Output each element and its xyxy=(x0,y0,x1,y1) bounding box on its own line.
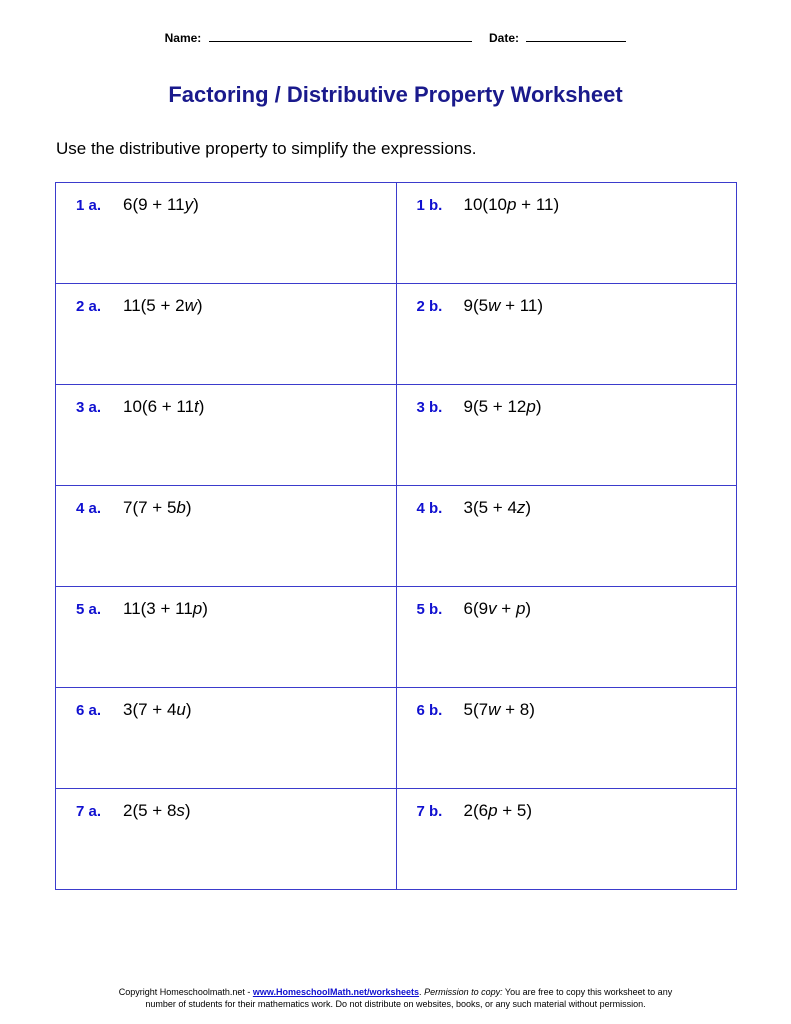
expression-variable: t xyxy=(194,397,199,416)
problem-expression xyxy=(123,801,191,820)
problem-expression xyxy=(464,801,533,820)
expression-variable: p xyxy=(506,195,517,214)
expression-text: 9(5 + 12 xyxy=(463,397,527,416)
problem-cell[interactable] xyxy=(56,587,397,688)
expression-text: ) xyxy=(193,195,199,214)
expression-variable: u xyxy=(176,700,186,719)
problem-label: 6 a. xyxy=(76,702,102,719)
problem-label: 4 b. xyxy=(416,500,443,517)
expression-variable: p xyxy=(192,599,203,618)
expression-variable: z xyxy=(516,498,526,517)
problem-cell[interactable] xyxy=(56,688,397,789)
problem-cell[interactable] xyxy=(56,385,397,486)
copyright-footer xyxy=(0,986,791,1010)
expression-text: 7(7 + 5 xyxy=(123,498,177,517)
problem-cell[interactable] xyxy=(396,789,737,890)
problem-label: 1 a. xyxy=(76,197,102,214)
problem-cell[interactable] xyxy=(396,486,737,587)
name-blank-line[interactable] xyxy=(209,30,472,42)
expression-text: ) xyxy=(525,498,532,517)
expression-text: + xyxy=(496,599,516,618)
expression-text: 2(6 xyxy=(463,801,489,820)
expression-text: ) xyxy=(535,397,542,416)
problem-label: 4 a. xyxy=(76,500,102,517)
problem-expression xyxy=(464,296,544,315)
expression-text: 5(7 xyxy=(463,700,489,719)
problem-expression xyxy=(464,498,532,517)
problem-expression xyxy=(123,397,204,416)
expression-text: 2(5 + 8 xyxy=(123,801,177,820)
expression-variable: b xyxy=(176,498,186,517)
footer-line1-rest: You are free to copy this worksheet to any xyxy=(502,987,673,997)
expression-variable: p xyxy=(488,801,498,820)
expression-text: + 8) xyxy=(500,700,535,719)
expression-text: ) xyxy=(184,801,191,820)
footer-dot: . xyxy=(419,987,425,997)
worksheet-title: Factoring / Distributive Property Worksheet xyxy=(168,82,623,107)
problem-expression xyxy=(464,599,532,618)
expression-text: 10(10 xyxy=(463,195,507,214)
expression-text: 10(6 + 11 xyxy=(123,397,195,416)
footer-link[interactable]: www.HomeschoolMath.net/worksheets xyxy=(252,987,420,997)
problem-cell[interactable] xyxy=(396,385,737,486)
problem-expression xyxy=(123,700,192,719)
expression-variable: v xyxy=(488,599,497,618)
expression-text: ) xyxy=(198,397,205,416)
problem-label: 3 b. xyxy=(416,399,443,416)
name-label: Name: xyxy=(164,31,202,45)
problem-cell[interactable] xyxy=(56,789,397,890)
date-blank-line[interactable] xyxy=(526,30,626,42)
problem-cell[interactable] xyxy=(56,486,397,587)
expression-variable: s xyxy=(176,801,185,820)
problem-row xyxy=(56,183,737,284)
problem-label: 5 b. xyxy=(416,601,443,618)
problem-expression xyxy=(123,498,192,517)
problem-cell[interactable] xyxy=(396,284,737,385)
expression-text: 6(9 xyxy=(463,599,489,618)
expression-variable: y xyxy=(184,195,194,214)
expression-text: + 5) xyxy=(497,801,533,820)
problem-row xyxy=(56,587,737,688)
problem-label: 5 a. xyxy=(76,601,102,618)
instructions: Use the distributive property to simplify the expressions. xyxy=(56,139,477,158)
expression-text: 11(3 + 11 xyxy=(123,599,193,618)
expression-text: 3(7 + 4 xyxy=(123,700,177,719)
expression-text: ) xyxy=(202,599,208,618)
expression-text: 11(5 + 2 xyxy=(123,296,185,315)
problem-cell[interactable] xyxy=(396,587,737,688)
expression-text: 3(5 + 4 xyxy=(463,498,517,517)
problem-row xyxy=(56,486,737,587)
problem-row xyxy=(56,284,737,385)
problem-label: 6 b. xyxy=(416,702,443,719)
problem-cell[interactable] xyxy=(396,183,737,284)
expression-variable: p xyxy=(526,397,536,416)
expression-text: ) xyxy=(185,498,192,517)
expression-variable: w xyxy=(488,700,501,719)
date-label: Date: xyxy=(489,31,520,45)
expression-variable: w xyxy=(488,296,501,315)
footer-permission-label: Permission to copy: xyxy=(424,987,503,997)
expression-text: + 11) xyxy=(500,296,544,315)
problem-expression xyxy=(123,296,203,315)
problem-label: 2 b. xyxy=(416,298,443,315)
footer-prefix: Copyright Homeschoolmath.net - xyxy=(118,987,253,997)
problem-grid xyxy=(55,182,737,890)
name-date-header xyxy=(0,30,791,45)
problem-expression xyxy=(123,195,199,214)
expression-text: + 11) xyxy=(516,195,560,214)
expression-text: ) xyxy=(185,700,192,719)
problem-label: 7 b. xyxy=(416,803,443,820)
problem-expression xyxy=(464,700,535,719)
problem-label: 1 b. xyxy=(416,197,443,214)
problem-row xyxy=(56,688,737,789)
expression-variable: p xyxy=(515,599,526,618)
expression-text: ) xyxy=(196,296,203,315)
problem-label: 3 a. xyxy=(76,399,102,416)
footer-line2: number of students for their mathematics work. Do not distribute on websites, books, or any such material without permission. xyxy=(145,999,646,1009)
expression-text: ) xyxy=(525,599,532,618)
problem-label: 7 a. xyxy=(76,803,102,820)
problem-row xyxy=(56,789,737,890)
problem-row xyxy=(56,385,737,486)
problem-cell[interactable] xyxy=(56,284,397,385)
problem-label: 2 a. xyxy=(76,298,102,315)
expression-text: 6(9 + 11 xyxy=(123,195,185,214)
expression-variable: w xyxy=(184,296,197,315)
expression-text: 9(5 xyxy=(463,296,489,315)
problem-expression xyxy=(123,599,208,618)
problem-expression xyxy=(464,397,542,416)
problem-cell[interactable] xyxy=(56,183,397,284)
problem-cell[interactable] xyxy=(396,688,737,789)
problem-expression xyxy=(464,195,560,214)
